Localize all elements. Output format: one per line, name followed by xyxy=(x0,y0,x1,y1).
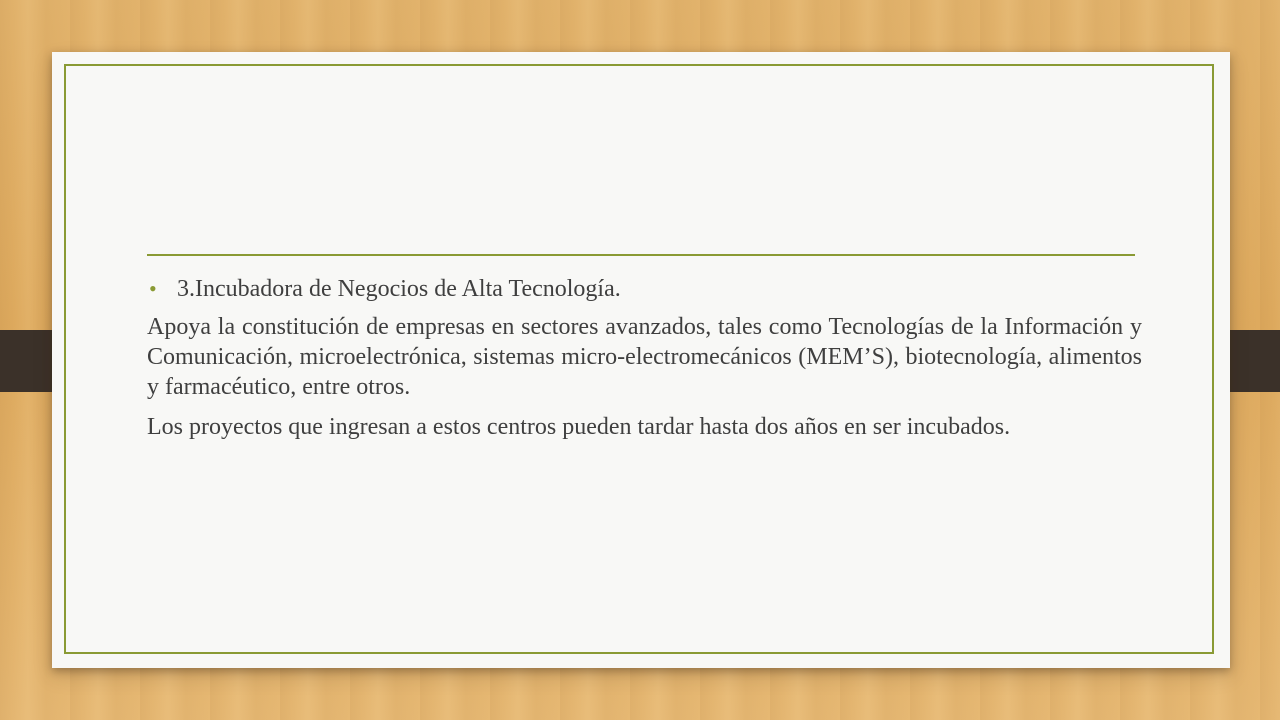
paragraph-duration: Los proyectos que ingresan a estos centros pueden tardar hasta dos años en ser incubados. xyxy=(147,414,1011,440)
bullet-text: 3.Incubadora de Negocios de Alta Tecnología. xyxy=(177,276,621,302)
slide-content xyxy=(147,274,1142,452)
round-bullet-icon: • xyxy=(149,276,157,301)
paragraph-description: Apoya la constitución de empresas en sectores avanzados, tales como Tecnologías de la Información y Comunicación, microelectrónica, sistemas micro-electromecánicos (MEM’S), biotecnología, alimentos y farmacéutico, entre otros. xyxy=(147,314,1142,400)
bullet-item xyxy=(147,274,1142,304)
title-divider-line xyxy=(147,254,1135,256)
slide-card xyxy=(52,52,1230,668)
